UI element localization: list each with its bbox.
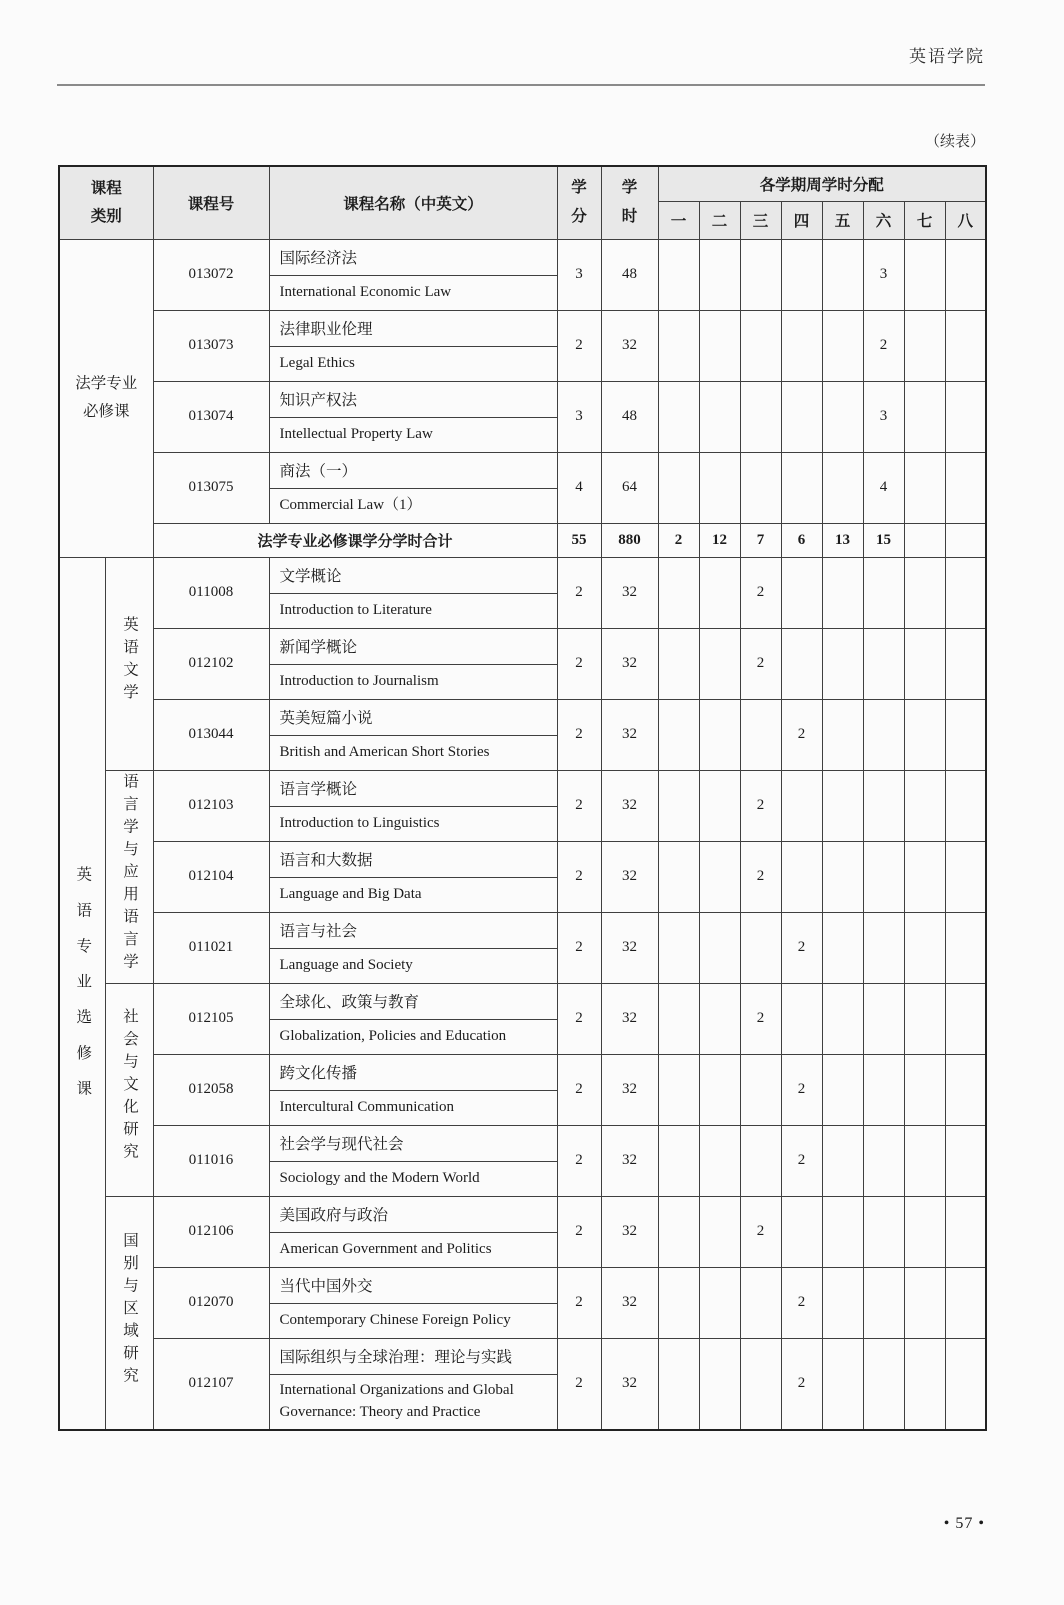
credits-cell: 2 [557, 770, 601, 841]
semester-cell [904, 628, 945, 699]
semester-cell [904, 1267, 945, 1338]
course-row [59, 1054, 986, 1090]
semester-cell [658, 1338, 699, 1430]
hours-cell: 32 [601, 557, 658, 628]
category-cell-law [59, 239, 153, 557]
total-semester-cell: 15 [863, 523, 904, 557]
semester-cell [822, 699, 863, 770]
course-name-zh: 社会学与现代社会 [269, 1125, 557, 1161]
total-label-cell: 法学专业必修课学分学时合计 [153, 523, 557, 557]
course-name-zh: 语言和大数据 [269, 841, 557, 877]
semester-cell [822, 452, 863, 523]
semester-cell [863, 912, 904, 983]
subcategory-label: 社会与文化研究 [121, 1008, 138, 1166]
header-semester-3: 三 [740, 201, 781, 239]
course-name-zh: 国际组织与全球治理：理论与实践 [269, 1338, 557, 1374]
course-no-cell: 013073 [153, 310, 269, 381]
course-name-en: Sociology and the Modern World [269, 1161, 557, 1196]
header-semester-7: 七 [904, 201, 945, 239]
course-no-cell: 013072 [153, 239, 269, 310]
semester-cell [658, 239, 699, 310]
semester-cell: 2 [740, 628, 781, 699]
total-semester-cell: 2 [658, 523, 699, 557]
semester-cell [822, 1196, 863, 1267]
subcategory-cell [105, 983, 153, 1196]
semester-cell [904, 983, 945, 1054]
header-category-label: 课程类别 [90, 179, 122, 225]
hours-cell: 32 [601, 1338, 658, 1430]
course-name-en: Commercial Law（1） [269, 488, 557, 523]
hours-cell: 32 [601, 1125, 658, 1196]
course-no-cell: 011008 [153, 557, 269, 628]
total-semester-cell: 13 [822, 523, 863, 557]
semester-cell [822, 770, 863, 841]
course-row [59, 1267, 986, 1303]
semester-cell: 2 [781, 1054, 822, 1125]
category-label-law: 法学专业必修课 [75, 375, 138, 420]
semester-cell: 2 [781, 699, 822, 770]
semester-cell [945, 239, 986, 310]
semester-cell [699, 310, 740, 381]
semester-cell [658, 310, 699, 381]
subcategory-cell [105, 557, 153, 770]
semester-cell [822, 1267, 863, 1338]
semester-cell [904, 912, 945, 983]
semester-cell [740, 699, 781, 770]
semester-cell [740, 1338, 781, 1430]
semester-cell [863, 983, 904, 1054]
credits-cell: 2 [557, 1196, 601, 1267]
header-course-name: 课程名称（中英文） [269, 166, 557, 239]
course-name-zh: 英美短篇小说 [269, 699, 557, 735]
course-name-zh: 知识产权法 [269, 381, 557, 417]
course-name-zh: 当代中国外交 [269, 1267, 557, 1303]
semester-cell [699, 1196, 740, 1267]
semester-cell [822, 310, 863, 381]
semester-cell [863, 770, 904, 841]
total-credits-cell: 55 [557, 523, 601, 557]
course-no-cell: 013074 [153, 381, 269, 452]
semester-cell: 3 [863, 239, 904, 310]
semester-cell [904, 1054, 945, 1125]
course-no-cell: 012106 [153, 1196, 269, 1267]
course-name-zh: 美国政府与政治 [269, 1196, 557, 1232]
course-row [59, 452, 986, 488]
semester-cell [904, 1196, 945, 1267]
semester-cell [658, 699, 699, 770]
semester-cell [699, 1054, 740, 1125]
semester-cell [822, 912, 863, 983]
credits-cell: 2 [557, 699, 601, 770]
credits-cell: 2 [557, 983, 601, 1054]
semester-cell [781, 983, 822, 1054]
semester-cell [863, 1267, 904, 1338]
course-name-en: British and American Short Stories [269, 735, 557, 770]
semester-cell [904, 239, 945, 310]
course-row [59, 983, 986, 1019]
semester-cell [904, 841, 945, 912]
course-name-en: Intellectual Property Law [269, 417, 557, 452]
course-name-zh: 全球化、政策与教育 [269, 983, 557, 1019]
semester-cell [904, 1338, 945, 1430]
semester-cell [863, 841, 904, 912]
semester-cell [904, 699, 945, 770]
hours-cell: 32 [601, 699, 658, 770]
semester-cell [658, 1267, 699, 1338]
page-number: • 57 • [943, 1515, 985, 1532]
course-row [59, 239, 986, 275]
semester-cell [658, 452, 699, 523]
course-name-zh: 国际经济法 [269, 239, 557, 275]
semester-cell [863, 1054, 904, 1125]
course-name-en: Contemporary Chinese Foreign Policy [269, 1303, 557, 1338]
semester-cell [658, 841, 699, 912]
semester-cell [945, 557, 986, 628]
header-semester-8: 八 [945, 201, 986, 239]
semester-cell [781, 310, 822, 381]
hours-cell: 48 [601, 381, 658, 452]
course-name-zh: 语言学概论 [269, 770, 557, 806]
semester-cell [699, 381, 740, 452]
course-name-zh: 新闻学概论 [269, 628, 557, 664]
semester-cell [781, 557, 822, 628]
semester-cell: 2 [781, 912, 822, 983]
semester-cell [740, 912, 781, 983]
semester-cell [945, 770, 986, 841]
course-row [59, 1196, 986, 1232]
section-total-row [59, 523, 986, 557]
hours-cell: 32 [601, 310, 658, 381]
header-credits-label: 学分 [571, 179, 587, 225]
course-name-en: Introduction to Journalism [269, 664, 557, 699]
semester-cell [658, 628, 699, 699]
total-semester-cell [904, 523, 945, 557]
semester-cell [945, 983, 986, 1054]
semester-cell [945, 1054, 986, 1125]
semester-cell [945, 628, 986, 699]
course-name-en: Language and Society [269, 948, 557, 983]
semester-cell [863, 1125, 904, 1196]
semester-cell: 2 [740, 841, 781, 912]
semester-cell: 2 [781, 1125, 822, 1196]
hours-cell: 32 [601, 1267, 658, 1338]
semester-cell [904, 557, 945, 628]
hours-cell: 32 [601, 1054, 658, 1125]
semester-cell [699, 1338, 740, 1430]
category-label-electives: 英语专业选修课 [74, 865, 92, 1116]
semester-cell [945, 452, 986, 523]
semester-cell [863, 1338, 904, 1430]
semester-cell [740, 310, 781, 381]
course-row [59, 381, 986, 417]
semester-cell [658, 1196, 699, 1267]
hours-cell: 32 [601, 983, 658, 1054]
credits-cell: 2 [557, 1338, 601, 1430]
course-no-cell: 012070 [153, 1267, 269, 1338]
semester-cell [781, 628, 822, 699]
semester-cell: 2 [740, 557, 781, 628]
course-name-en: International Organizations and Global Governance: Theory and Practice [269, 1374, 557, 1430]
semester-cell [945, 699, 986, 770]
course-row [59, 912, 986, 948]
semester-cell [781, 1196, 822, 1267]
course-name-en: American Government and Politics [269, 1232, 557, 1267]
course-name-zh: 文学概论 [269, 557, 557, 593]
semester-cell [863, 628, 904, 699]
semester-cell [781, 770, 822, 841]
subcategory-label: 语言学与应用语言学 [121, 772, 138, 976]
header-category [59, 166, 153, 239]
semester-cell [781, 381, 822, 452]
subcategory-cell [105, 770, 153, 983]
semester-cell [740, 239, 781, 310]
header-credits [557, 166, 601, 239]
semester-cell [658, 557, 699, 628]
course-no-cell: 013075 [153, 452, 269, 523]
semester-cell [699, 841, 740, 912]
semester-cell [945, 381, 986, 452]
hours-cell: 64 [601, 452, 658, 523]
total-semester-cell: 6 [781, 523, 822, 557]
semester-cell [699, 770, 740, 841]
credits-cell: 3 [557, 239, 601, 310]
semester-cell [740, 1054, 781, 1125]
semester-cell [781, 452, 822, 523]
semester-cell [699, 912, 740, 983]
header-semester-5: 五 [822, 201, 863, 239]
subcategory-cell [105, 1196, 153, 1430]
course-no-cell: 012105 [153, 983, 269, 1054]
course-schedule-table [58, 165, 987, 1431]
semester-cell [945, 1125, 986, 1196]
header-semester-group: 各学期周学时分配 [658, 166, 986, 201]
total-semester-cell [945, 523, 986, 557]
semester-cell [740, 381, 781, 452]
course-row [59, 699, 986, 735]
course-name-en: Introduction to Literature [269, 593, 557, 628]
semester-cell [904, 452, 945, 523]
total-semester-cell: 12 [699, 523, 740, 557]
course-row [59, 1338, 986, 1374]
continued-table-note: （续表） [924, 134, 985, 150]
course-row [59, 310, 986, 346]
semester-cell [699, 1267, 740, 1338]
semester-cell [945, 912, 986, 983]
hours-cell: 32 [601, 841, 658, 912]
course-no-cell: 013044 [153, 699, 269, 770]
credits-cell: 4 [557, 452, 601, 523]
header-semester-4: 四 [781, 201, 822, 239]
semester-cell: 3 [863, 381, 904, 452]
semester-cell [699, 557, 740, 628]
page-header-title: 英语学院 [909, 47, 985, 66]
credits-cell: 3 [557, 381, 601, 452]
course-name-en: Language and Big Data [269, 877, 557, 912]
credits-cell: 2 [557, 628, 601, 699]
semester-cell: 4 [863, 452, 904, 523]
semester-cell [904, 381, 945, 452]
semester-cell [699, 452, 740, 523]
semester-cell: 2 [740, 1196, 781, 1267]
semester-cell [658, 770, 699, 841]
header-semester-2: 二 [699, 201, 740, 239]
semester-cell [740, 452, 781, 523]
semester-cell [699, 1125, 740, 1196]
semester-cell [822, 841, 863, 912]
credits-cell: 2 [557, 841, 601, 912]
semester-cell: 2 [863, 310, 904, 381]
course-no-cell: 011016 [153, 1125, 269, 1196]
semester-cell [658, 1054, 699, 1125]
semester-cell [822, 381, 863, 452]
semester-cell [658, 912, 699, 983]
course-name-en: Legal Ethics [269, 346, 557, 381]
semester-cell [822, 628, 863, 699]
header-hours [601, 166, 658, 239]
semester-cell [658, 983, 699, 1054]
hours-cell: 48 [601, 239, 658, 310]
header-course-no: 课程号 [153, 166, 269, 239]
credits-cell: 2 [557, 1267, 601, 1338]
semester-cell [904, 770, 945, 841]
semester-cell [740, 1125, 781, 1196]
semester-cell [822, 983, 863, 1054]
semester-cell: 2 [740, 983, 781, 1054]
subcategory-label: 英语文学 [121, 616, 138, 706]
credits-cell: 2 [557, 1054, 601, 1125]
credits-cell: 2 [557, 1125, 601, 1196]
header-semester-1: 一 [658, 201, 699, 239]
category-cell-electives [59, 557, 105, 1430]
semester-cell [699, 983, 740, 1054]
semester-cell [863, 1196, 904, 1267]
course-name-en: Intercultural Communication [269, 1090, 557, 1125]
course-row [59, 770, 986, 806]
semester-cell [822, 1338, 863, 1430]
semester-cell: 2 [781, 1267, 822, 1338]
course-no-cell: 012107 [153, 1338, 269, 1430]
semester-cell [781, 239, 822, 310]
hours-cell: 32 [601, 1196, 658, 1267]
credits-cell: 2 [557, 912, 601, 983]
semester-cell: 2 [781, 1338, 822, 1430]
semester-cell [863, 557, 904, 628]
semester-cell [863, 699, 904, 770]
semester-cell [658, 381, 699, 452]
credits-cell: 2 [557, 557, 601, 628]
semester-cell: 2 [740, 770, 781, 841]
semester-cell [699, 628, 740, 699]
semester-cell [699, 239, 740, 310]
course-row [59, 628, 986, 664]
header-semester-6: 六 [863, 201, 904, 239]
semester-cell [740, 1267, 781, 1338]
course-no-cell: 012102 [153, 628, 269, 699]
course-no-cell: 011021 [153, 912, 269, 983]
subcategory-label: 国别与区域研究 [121, 1231, 138, 1389]
hours-cell: 32 [601, 770, 658, 841]
course-row [59, 557, 986, 593]
course-name-en: Introduction to Linguistics [269, 806, 557, 841]
course-name-en: International Economic Law [269, 275, 557, 310]
course-name-zh: 法律职业伦理 [269, 310, 557, 346]
semester-cell [904, 1125, 945, 1196]
semester-cell [945, 1267, 986, 1338]
course-row [59, 841, 986, 877]
course-row [59, 1125, 986, 1161]
semester-cell [822, 1054, 863, 1125]
semester-cell [658, 1125, 699, 1196]
hours-cell: 32 [601, 912, 658, 983]
semester-cell [945, 841, 986, 912]
semester-cell [822, 1125, 863, 1196]
total-semester-cell: 7 [740, 523, 781, 557]
course-name-zh: 跨文化传播 [269, 1054, 557, 1090]
header-rule [57, 84, 985, 86]
header-hours-label: 学时 [621, 179, 638, 225]
total-hours-cell: 880 [601, 523, 658, 557]
semester-cell [781, 841, 822, 912]
hours-cell: 32 [601, 628, 658, 699]
semester-cell [945, 1196, 986, 1267]
semester-cell [822, 239, 863, 310]
course-no-cell: 012058 [153, 1054, 269, 1125]
semester-cell [945, 1338, 986, 1430]
course-no-cell: 012103 [153, 770, 269, 841]
course-name-zh: 商法（一） [269, 452, 557, 488]
credits-cell: 2 [557, 310, 601, 381]
course-name-en: Globalization, Policies and Education [269, 1019, 557, 1054]
course-name-zh: 语言与社会 [269, 912, 557, 948]
semester-cell [945, 310, 986, 381]
semester-cell [699, 699, 740, 770]
semester-cell [822, 557, 863, 628]
semester-cell [904, 310, 945, 381]
course-no-cell: 012104 [153, 841, 269, 912]
